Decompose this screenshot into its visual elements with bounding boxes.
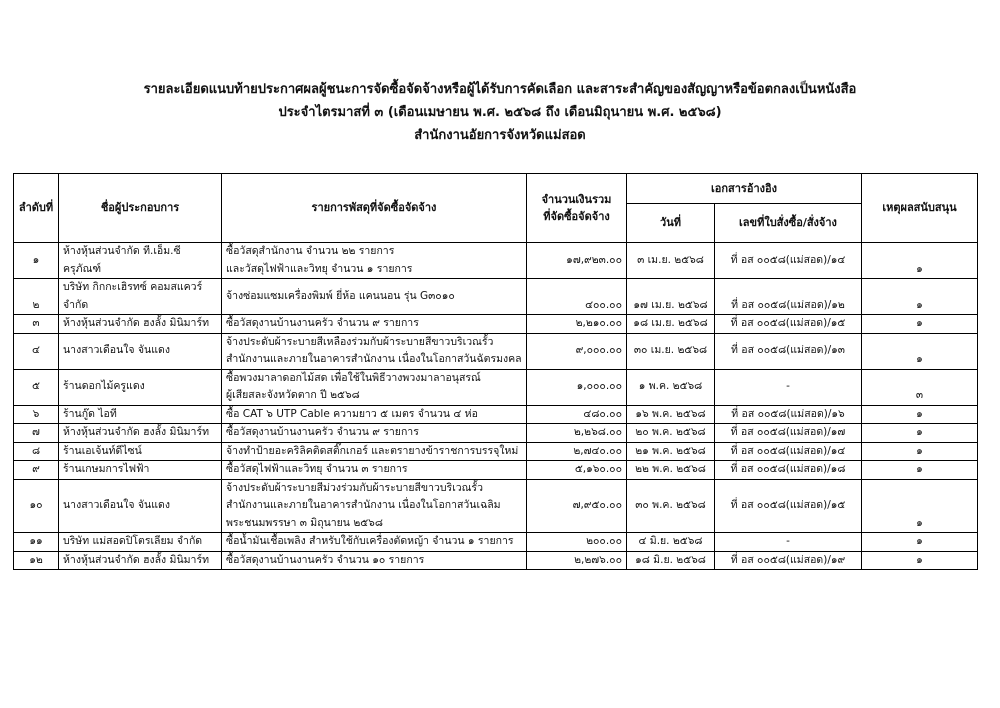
col-header-amount [527, 174, 627, 243]
cell-date: ๑๘ เม.ย. ๒๕๖๘ [627, 315, 715, 334]
item-line: ซื้อน้ำมันเชื้อเพลิง สำหรับใช้กับเครื่องตัดหญ้า จำนวน ๑ รายการ [226, 535, 514, 547]
item-line: จ้างประดับผ้าระบายสีเหลืองร่วมกับผ้าระบายสีขาวบริเวณรั้ว [226, 335, 494, 348]
cell-order-no: ที่ อส ๐๐๕๘(แม่สอด)/๑๓ [715, 333, 862, 369]
header-period: ประจำไตรมาสที่ ๓ (เดือนเมษายน พ.ศ. ๒๕๖๘ ถึง เดือนมิถุนายน พ.ศ. ๒๕๖๘) [278, 105, 722, 120]
col-header-vendor: ชื่อผู้ประกอบการ [59, 174, 222, 243]
cell-reason: ๑ [862, 533, 978, 552]
cell-items [222, 551, 527, 570]
item-line: ซื้อวัสดุงานบ้านงานครัว จำนวน ๑๐ รายการ [226, 553, 425, 566]
cell-reason: ๑ [862, 461, 978, 480]
cell-items [222, 461, 527, 480]
cell-no: ๑๒ [14, 551, 59, 570]
col-header-amount-line2: ที่จัดซื้อจัดจ้าง [543, 210, 610, 223]
cell-date: ๓ เม.ย. ๒๕๖๘ [627, 243, 715, 279]
cell-items [222, 533, 527, 552]
cell-date: ๑๖ พ.ค. ๒๕๖๘ [627, 405, 715, 424]
cell-vendor: นางสาวเดือนใจ จันแดง [59, 479, 222, 533]
item-line: พระชนมพรรษา ๓ มิถุนายน ๒๕๖๘ [226, 516, 383, 529]
table-body [14, 243, 978, 570]
cell-no: ๗ [14, 424, 59, 443]
cell-reason: ๑ [862, 279, 978, 315]
table-row [14, 369, 978, 405]
item-line: ซื้อวัสดุไฟฟ้าและวิทยุ จำนวน ๓ รายการ [226, 463, 408, 475]
cell-no: ๑๐ [14, 479, 59, 533]
cell-no: ๖ [14, 405, 59, 424]
cell-vendor: ห้างหุ้นส่วนจำกัด ที.เอ็ม.ซี ครุภัณฑ์ [59, 243, 222, 279]
cell-vendor: ห้างหุ้นส่วนจำกัด ฮงลั้ง มินิมาร์ท [59, 315, 222, 334]
cell-order-no: ที่ อส ๐๐๕๘(แม่สอด)/๑๘ [715, 461, 862, 480]
cell-order-no: ที่ อส ๐๐๕๘(แม่สอด)/๑๔ [715, 243, 862, 279]
item-line: ผู้เสียสละจังหวัดตาก ปี ๒๕๖๘ [226, 389, 360, 401]
cell-no: ๘ [14, 442, 59, 461]
cell-no: ๙ [14, 461, 59, 480]
cell-reason: ๑ [862, 551, 978, 570]
cell-vendor: ห้างหุ้นส่วนจำกัด ฮงลั้ง มินิมาร์ท [59, 551, 222, 570]
item-line: สำนักงานและภายในอาคารสำนักงาน เนื่องในโอกาสวันเฉลิม [226, 499, 501, 511]
cell-vendor: ร้านเกษมการไฟฟ้า [59, 461, 222, 480]
cell-no: ๔ [14, 333, 59, 369]
cell-amount: ๙,๐๐๐.๐๐ [527, 333, 627, 369]
col-header-order-no: เลขที่ใบสั่งซื้อ/สั่งจ้าง [715, 204, 862, 243]
cell-items [222, 315, 527, 334]
table-row [14, 405, 978, 424]
item-line: ซื้อวัสดุงานบ้านงานครัว จำนวน ๙ รายการ [226, 426, 419, 438]
cell-date: ๒๑ พ.ค. ๒๕๖๘ [627, 442, 715, 461]
header-office: สำนักงานอัยการจังหวัดแม่สอด [414, 128, 586, 143]
cell-no: ๒ [14, 279, 59, 315]
item-line: ซื้อ CAT ๖ UTP Cable ความยาว ๕ เมตร จำนวน ๔ ห่อ [226, 407, 478, 420]
cell-items [222, 442, 527, 461]
cell-vendor: ร้านเอเจ้นท์ดีไซน์ [59, 442, 222, 461]
cell-vendor: บริษัท แม่สอดปิโตรเลียม จำกัด [59, 533, 222, 552]
cell-vendor: ร้านดอกไม้ครูแดง [59, 369, 222, 405]
cell-date: ๓๐ พ.ค. ๒๕๖๘ [627, 479, 715, 533]
item-line: จ้างประดับผ้าระบายสีม่วงร่วมกับผ้าระบายสีขาวบริเวณรั้ว [226, 481, 483, 494]
cell-reason: ๑ [862, 333, 978, 369]
table-row [14, 315, 978, 334]
cell-amount: ๒,๒๑๐.๐๐ [527, 315, 627, 334]
cell-items [222, 479, 527, 533]
cell-items [222, 369, 527, 405]
cell-date: ๔ มิ.ย. ๒๕๖๘ [627, 533, 715, 552]
cell-order-no: - [715, 533, 862, 552]
cell-reason: ๑ [862, 424, 978, 443]
cell-order-no: ที่ อส ๐๐๕๘(แม่สอด)/๑๕ [715, 315, 862, 334]
table-row [14, 533, 978, 552]
cell-reason: ๓ [862, 369, 978, 405]
cell-order-no: ที่ อส ๐๐๕๘(แม่สอด)/๑๗ [715, 424, 862, 443]
header-title: รายละเอียดแนบท้ายประกาศผลผู้ชนะการจัดซื้อจัดจ้างหรือผู้ได้รับการคัดเลือก และสาระสำคัญของสัญญาหรือข้อตกลงเป็นหนังสือ [143, 82, 857, 97]
table-row [14, 279, 978, 315]
item-line: และวัสดุไฟฟ้าและวิทยุ จำนวน ๑ รายการ [226, 262, 413, 275]
table-row [14, 442, 978, 461]
table-row [14, 551, 978, 570]
table-row [14, 461, 978, 480]
cell-date: ๓๐ เม.ย. ๒๕๖๘ [627, 333, 715, 369]
item-line: ซื้อพวงมาลาดอกไม้สด เพื่อใช้ในพิธีวางพวงมาลาอนุสรณ์ [226, 371, 481, 384]
cell-items [222, 424, 527, 443]
cell-date: ๑๘ มิ.ย. ๒๕๖๘ [627, 551, 715, 570]
table-row [14, 424, 978, 443]
item-line: ซื้อวัสดุสำนักงาน จำนวน ๒๒ รายการ [226, 245, 395, 257]
cell-no: ๕ [14, 369, 59, 405]
col-header-amount-line1: จำนวนเงินรวม [541, 192, 612, 206]
cell-no: ๑ [14, 243, 59, 279]
cell-date: ๑๗ เม.ย. ๒๕๖๘ [627, 279, 715, 315]
cell-vendor: ห้างหุ้นส่วนจำกัด ฮงลั้ง มินิมาร์ท [59, 424, 222, 443]
cell-amount: ๑๗,๙๒๓.๐๐ [527, 243, 627, 279]
cell-items [222, 279, 527, 315]
cell-no: ๑๑ [14, 533, 59, 552]
item-line: สำนักงานและภายในอาคารสำนักงาน เนื่องในโอกาสวันฉัตรมงคล [226, 353, 522, 365]
cell-reason: ๑ [862, 315, 978, 334]
cell-vendor: นางสาวเดือนใจ จันแดง [59, 333, 222, 369]
item-line: จ้างทำป้ายอะคริลิคติดสติ๊กเกอร์ และตรายางข้าราชการบรรจุใหม่ [226, 444, 519, 457]
cell-amount: ๒,๗๔๐.๐๐ [527, 442, 627, 461]
table-row [14, 479, 978, 533]
cell-amount: ๑,๐๐๐.๐๐ [527, 369, 627, 405]
cell-vendor: ร้านกู๊ด ไอที [59, 405, 222, 424]
cell-reason: ๑ [862, 243, 978, 279]
table-row [14, 243, 978, 279]
item-line: จ้างซ่อมแซมเครื่องพิมพ์ ยี่ห้อ แคนนอน รุ่น G๓๐๑๐ [226, 289, 455, 302]
cell-reason: ๑ [862, 405, 978, 424]
cell-order-no: ที่ อส ๐๐๕๘(แม่สอด)/๑๕ [715, 479, 862, 533]
cell-amount: ๒,๒๖๘.๐๐ [527, 424, 627, 443]
cell-date: ๒๐ พ.ค. ๒๕๖๘ [627, 424, 715, 443]
col-header-no: ลำดับที่ [14, 174, 59, 243]
cell-amount: ๒๐๐.๐๐ [527, 533, 627, 552]
col-header-date: วันที่ [627, 204, 715, 243]
cell-amount: ๔๐๐.๐๐ [527, 279, 627, 315]
col-header-items: รายการพัสดุที่จัดซื้อจัดจ้าง [222, 174, 527, 243]
col-header-reference: เอกสารอ้างอิง [627, 174, 862, 204]
cell-date: ๒๒ พ.ค. ๒๕๖๘ [627, 461, 715, 480]
cell-order-no: ที่ อส ๐๐๕๘(แม่สอด)/๑๒ [715, 279, 862, 315]
cell-reason: ๑ [862, 442, 978, 461]
cell-date: ๑ พ.ค. ๒๕๖๘ [627, 369, 715, 405]
table-row [14, 333, 978, 369]
cell-vendor: บริษัท กิกกะเฮิรทซ์ คอมสแควร์ จำกัด [59, 279, 222, 315]
cell-amount: ๕,๑๖๐.๐๐ [527, 461, 627, 480]
cell-items [222, 333, 527, 369]
cell-order-no: ที่ อส ๐๐๕๘(แม่สอด)/๑๙ [715, 551, 862, 570]
cell-order-no: ที่ อส ๐๐๕๘(แม่สอด)/๑๖ [715, 405, 862, 424]
col-header-reason: เหตุผลสนับสนุน [862, 174, 978, 243]
cell-amount: ๗,๙๕๐.๐๐ [527, 479, 627, 533]
cell-items [222, 243, 527, 279]
cell-amount: ๔๘๐.๐๐ [527, 405, 627, 424]
cell-amount: ๒,๒๗๖.๐๐ [527, 551, 627, 570]
item-line: ซื้อวัสดุงานบ้านงานครัว จำนวน ๙ รายการ [226, 317, 419, 329]
cell-no: ๓ [14, 315, 59, 334]
cell-reason: ๑ [862, 479, 978, 533]
cell-order-no: - [715, 369, 862, 405]
cell-order-no: ที่ อส ๐๐๕๘(แม่สอด)/๑๔ [715, 442, 862, 461]
procurement-table [13, 173, 978, 570]
cell-items [222, 405, 527, 424]
document-header [0, 78, 1000, 147]
